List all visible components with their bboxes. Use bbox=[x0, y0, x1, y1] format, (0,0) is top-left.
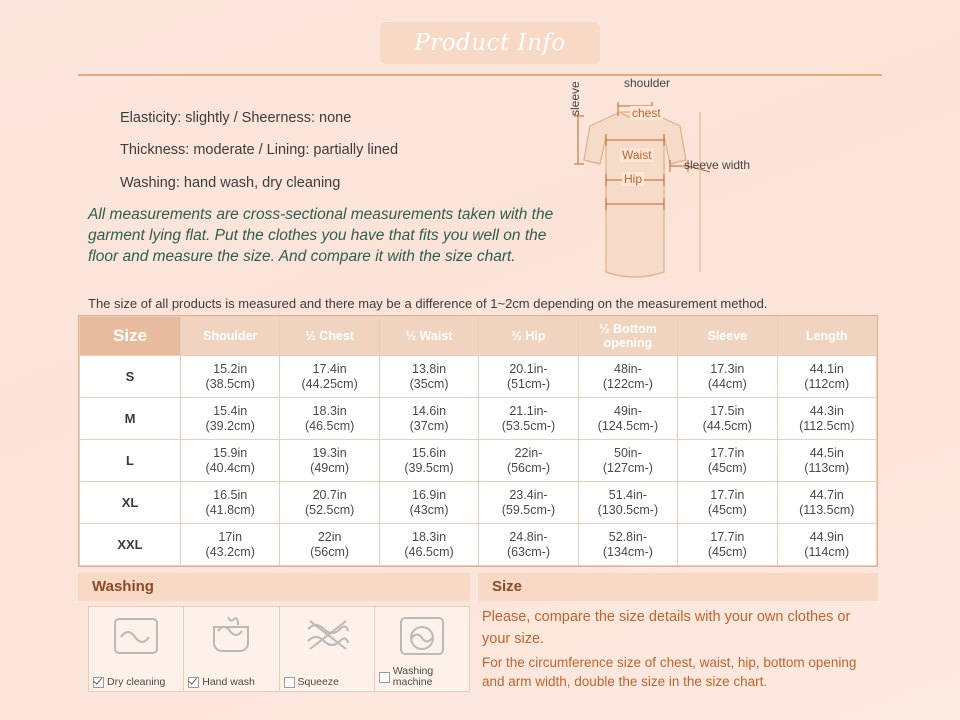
cell-value-in: 24.8in- bbox=[509, 529, 548, 544]
cell-value-in: 15.6in bbox=[412, 445, 447, 460]
cell-l-bottom-opening bbox=[578, 440, 677, 482]
cell-value-in: 17in bbox=[218, 529, 243, 544]
cell-value-in: 44.5in bbox=[809, 445, 844, 460]
column-header-half-waist: ½ Waist bbox=[379, 317, 478, 356]
washing-label-hand-wash: Hand wash bbox=[202, 676, 255, 688]
cell-value-cm: (127cm-) bbox=[602, 460, 653, 475]
washing-panel-heading: Washing bbox=[78, 573, 470, 601]
measurement-tolerance-note: The size of all products is measured and there may be a difference of 1~2cm depending on the measurement method. bbox=[88, 296, 768, 311]
cell-s-sleeve bbox=[678, 356, 777, 398]
cell-xxl-waist bbox=[379, 524, 478, 566]
measurement-note: All measurements are cross-sectional measurements taken with the garment lying flat. Put the clothes you have that fits you well on the floor and measure the size. And compare it with the size chart. bbox=[88, 206, 554, 265]
washing-label-dry-cleaning: Dry cleaning bbox=[107, 676, 166, 688]
diagram-label-sleeve: sleeve bbox=[568, 81, 582, 116]
washing-machine-icon bbox=[395, 613, 449, 666]
info-line-thickness: Thickness: moderate / Lining: partially lined bbox=[120, 142, 399, 158]
row-label-s: S bbox=[80, 356, 181, 398]
size-panel-heading: Size bbox=[478, 573, 878, 601]
cell-value-cm: (53.5cm-) bbox=[501, 418, 556, 433]
cell-value-in: 15.4in bbox=[213, 403, 248, 418]
cell-value-in: 13.8in bbox=[412, 361, 447, 376]
size-chart bbox=[78, 315, 878, 567]
cell-value-cm: (112cm) bbox=[804, 376, 850, 391]
cell-m-length bbox=[777, 398, 876, 440]
cell-m-hip bbox=[479, 398, 578, 440]
diagram-label-waist: Waist bbox=[622, 148, 652, 162]
cell-xxl-length bbox=[777, 524, 876, 566]
diagram-label-chest: chest bbox=[632, 106, 661, 120]
cell-value-in: 23.4in- bbox=[509, 487, 548, 502]
cell-xl-hip bbox=[479, 482, 578, 524]
washing-item-hand-wash bbox=[184, 607, 279, 691]
washing-instructions bbox=[88, 606, 470, 692]
cell-value-cm: (113.5cm) bbox=[799, 502, 855, 517]
size-chart-body bbox=[80, 356, 877, 566]
cell-m-bottom-opening bbox=[578, 398, 677, 440]
column-header-size: Size bbox=[80, 317, 181, 356]
hand-wash-icon bbox=[204, 613, 258, 666]
cell-value-cm: (46.5cm) bbox=[404, 544, 454, 559]
cell-l-shoulder bbox=[181, 440, 280, 482]
cell-l-waist bbox=[379, 440, 478, 482]
size-panel-text-primary: Please, compare the size details with your own clothes or your size. bbox=[482, 609, 851, 647]
cell-value-in: 17.3in bbox=[710, 361, 745, 376]
cell-value-in: 14.6in bbox=[412, 403, 447, 418]
cell-l-length bbox=[777, 440, 876, 482]
cell-m-sleeve bbox=[678, 398, 777, 440]
washing-caption-dry-cleaning bbox=[93, 677, 181, 688]
column-header-length: Length bbox=[777, 317, 876, 356]
table-row bbox=[80, 482, 877, 524]
cell-value-in: 44.1in bbox=[809, 361, 844, 376]
dry-cleaning-icon bbox=[109, 613, 163, 666]
cell-value-cm: (52.5cm) bbox=[304, 502, 355, 517]
cell-value-in: 21.1in- bbox=[509, 403, 548, 418]
cell-value-cm: (38.5cm) bbox=[205, 376, 255, 391]
cell-s-shoulder bbox=[181, 356, 280, 398]
cell-value-in: 17.7in bbox=[710, 487, 745, 502]
cell-xl-waist bbox=[379, 482, 478, 524]
cell-value-in: 18.3in bbox=[312, 403, 347, 418]
cell-value-cm: (35cm) bbox=[409, 376, 449, 391]
cell-value-in: 48in- bbox=[614, 361, 642, 376]
checkbox-washing-machine[interactable] bbox=[379, 672, 390, 683]
cell-value-cm: (41.8cm) bbox=[205, 502, 255, 517]
column-header-half-hip: ½ Hip bbox=[479, 317, 578, 356]
cell-s-hip bbox=[479, 356, 578, 398]
cell-value-cm: (39.5cm) bbox=[404, 460, 454, 475]
size-panel-text-secondary: For the circumference size of chest, waist, hip, bottom opening and arm width, double the size in the size chart. bbox=[482, 655, 857, 689]
cell-value-cm: (134cm-) bbox=[602, 544, 653, 559]
table-row bbox=[80, 440, 877, 482]
cell-xxl-bottom-opening bbox=[578, 524, 677, 566]
cell-value-in: 17.5in bbox=[710, 403, 745, 418]
column-header-half-bottom-opening: ½ Bottom opening bbox=[578, 317, 677, 356]
washing-caption-squeeze bbox=[284, 677, 372, 688]
cell-value-in: 16.9in bbox=[412, 487, 447, 502]
diagram-label-sleeve-width: sleeve width bbox=[684, 158, 751, 172]
cell-value-in: 17.7in bbox=[710, 529, 745, 544]
page-title: Product Info bbox=[414, 30, 566, 56]
garment-diagram-svg bbox=[560, 76, 890, 296]
cell-xl-length bbox=[777, 482, 876, 524]
cell-value-in: 44.7in bbox=[809, 487, 844, 502]
cell-l-sleeve bbox=[678, 440, 777, 482]
cell-value-in: 20.7in bbox=[312, 487, 347, 502]
cell-value-in: 15.2in bbox=[213, 361, 248, 376]
cell-value-cm: (45cm) bbox=[707, 502, 747, 517]
cell-value-cm: (113cm) bbox=[804, 460, 850, 475]
no-squeeze-icon bbox=[300, 613, 354, 666]
cell-value-cm: (122cm-) bbox=[602, 376, 653, 391]
page-title-band bbox=[380, 22, 600, 64]
cell-value-cm: (44cm) bbox=[707, 376, 747, 391]
cell-value-in: 52.8in- bbox=[608, 529, 648, 544]
cell-s-length bbox=[777, 356, 876, 398]
cell-value-cm: (44.25cm) bbox=[301, 376, 358, 391]
washing-item-squeeze bbox=[280, 607, 375, 691]
cell-value-cm: (63cm-) bbox=[506, 544, 550, 559]
cell-value-in: 50in- bbox=[614, 445, 642, 460]
washing-item-washing-machine bbox=[375, 607, 469, 691]
cell-value-in: 15.9in bbox=[213, 445, 248, 460]
info-line-washing: Washing: hand wash, dry cleaning bbox=[120, 175, 341, 191]
diagram-label-hip: Hip bbox=[624, 172, 643, 186]
cell-s-waist bbox=[379, 356, 478, 398]
diagram-label-shoulder: shoulder bbox=[624, 76, 671, 90]
cell-value-cm: (59.5cm-) bbox=[501, 502, 556, 517]
cell-value-cm: (43cm) bbox=[409, 502, 449, 517]
cell-xl-chest bbox=[280, 482, 379, 524]
size-chart-table bbox=[79, 316, 877, 566]
row-label-xxl: XXL bbox=[80, 524, 181, 566]
cell-value-cm: (56cm) bbox=[310, 544, 350, 559]
cell-value-cm: (56cm-) bbox=[506, 460, 550, 475]
washing-label-squeeze: Squeeze bbox=[297, 676, 339, 688]
washing-item-dry-cleaning bbox=[89, 607, 184, 691]
column-header-sleeve: Sleeve bbox=[678, 317, 777, 356]
cell-xxl-sleeve bbox=[678, 524, 777, 566]
cell-value-cm: (46.5cm) bbox=[304, 418, 355, 433]
size-chart-header-row bbox=[80, 317, 877, 356]
cell-l-hip bbox=[479, 440, 578, 482]
cell-value-cm: (45cm) bbox=[707, 544, 747, 559]
table-row bbox=[80, 356, 877, 398]
size-chart-head bbox=[80, 317, 877, 356]
cell-value-cm: (124.5cm-) bbox=[597, 418, 659, 433]
cell-xl-sleeve bbox=[678, 482, 777, 524]
column-header-half-chest: ½ Chest bbox=[280, 317, 379, 356]
cell-value-in: 17.7in bbox=[710, 445, 745, 460]
washing-caption-hand-wash bbox=[188, 677, 276, 688]
row-label-m: M bbox=[80, 398, 181, 440]
cell-value-cm: (44.5cm) bbox=[702, 418, 752, 433]
checkbox-hand-wash[interactable] bbox=[188, 677, 199, 688]
cell-value-in: 16.5in bbox=[213, 487, 248, 502]
cell-value-in: 51.4in- bbox=[608, 487, 648, 502]
cell-value-cm: (51cm-) bbox=[506, 376, 550, 391]
cell-value-cm: (39.2cm) bbox=[205, 418, 255, 433]
cell-s-bottom-opening bbox=[578, 356, 677, 398]
cell-value-cm: (37cm) bbox=[409, 418, 449, 433]
cell-value-in: 19.3in bbox=[312, 445, 347, 460]
cell-value-in: 18.3in bbox=[412, 529, 447, 544]
cell-s-chest bbox=[280, 356, 379, 398]
cell-value-cm: (43.2cm) bbox=[205, 544, 255, 559]
cell-value-cm: (45cm) bbox=[707, 460, 747, 475]
column-header-shoulder: Shoulder bbox=[181, 317, 280, 356]
cell-value-in: 44.3in bbox=[809, 403, 844, 418]
cell-value-in: 44.9in bbox=[809, 529, 844, 544]
cell-value-cm: (114cm) bbox=[804, 544, 850, 559]
cell-m-waist bbox=[379, 398, 478, 440]
cell-value-in: 20.1in- bbox=[509, 361, 548, 376]
cell-xl-shoulder bbox=[181, 482, 280, 524]
cell-l-chest bbox=[280, 440, 379, 482]
cell-xxl-hip bbox=[479, 524, 578, 566]
checkbox-dry-cleaning[interactable] bbox=[93, 677, 104, 688]
cell-value-in: 22in bbox=[317, 529, 342, 544]
cell-value-in: 17.4in bbox=[312, 361, 347, 376]
washing-label-washing-machine: Washing machine bbox=[392, 665, 434, 688]
cell-value-cm: (130.5cm-) bbox=[597, 502, 659, 517]
row-label-xl: XL bbox=[80, 482, 181, 524]
cell-m-shoulder bbox=[181, 398, 280, 440]
cell-value-in: 49in- bbox=[614, 403, 642, 418]
cell-value-cm: (112.5cm) bbox=[799, 418, 855, 433]
table-row bbox=[80, 524, 877, 566]
table-row bbox=[80, 398, 877, 440]
cell-value-in: 22in- bbox=[514, 445, 543, 460]
washing-caption-washing-machine bbox=[379, 666, 467, 688]
cell-xl-bottom-opening bbox=[578, 482, 677, 524]
cell-xxl-chest bbox=[280, 524, 379, 566]
garment-diagram bbox=[560, 76, 890, 296]
checkbox-squeeze[interactable] bbox=[284, 677, 295, 688]
cell-xxl-shoulder bbox=[181, 524, 280, 566]
cell-value-cm: (40.4cm) bbox=[205, 460, 255, 475]
cell-value-cm: (49cm) bbox=[310, 460, 350, 475]
row-label-l: L bbox=[80, 440, 181, 482]
info-line-elasticity: Elasticity: slightly / Sheerness: none bbox=[120, 110, 352, 126]
cell-m-chest bbox=[280, 398, 379, 440]
